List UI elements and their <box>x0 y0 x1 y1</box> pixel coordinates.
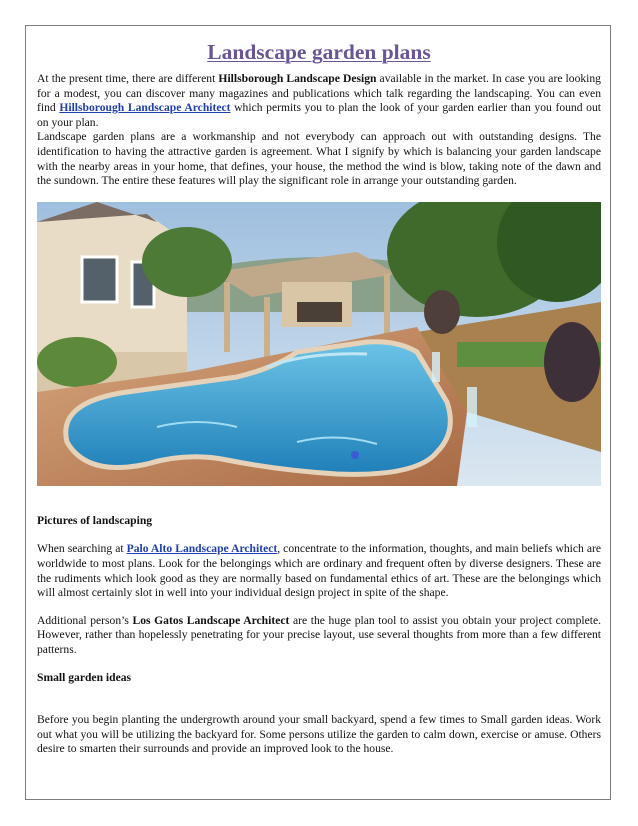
intro-paragraph: At the present time, there are different Hillsborough Landscape Design available in the market. In case you are looking for a modest, you can discover many magazines and publications which talk regarding the landscaping. You can even find Hillsborough Landscape Architect which permits you to plan the look of your garden earlier than you found out on your plan. <box>37 72 601 129</box>
link-hillsborough-architect[interactable]: Hillsborough Landscape Architect <box>59 101 231 115</box>
paragraph-los-gatos: Additional person’s Los Gatos Landscape Architect are the huge plan tool to assist you obtain your project complete. However, rather than hopelessly penetrating for your precise layout, use several thoughts from more than a few different patterns. <box>37 613 602 656</box>
paragraph-small-garden: Before you begin planting the undergrowth around your small backyard, spend a few times to Small garden ideas. Work out what you will be utilizing the backyard for. Some persons utilize the garden to calm down, exercise or amuse. Others desire to smarten their surrounds and provide an improved look to the house. <box>37 713 601 756</box>
keyword-los-gatos-architect: Los Gatos Landscape Architect <box>132 613 290 627</box>
heading-pictures-of-landscaping: Pictures of landscaping <box>37 513 153 527</box>
keyword-hillsborough-design: Hillsborough Landscape Design <box>218 72 377 85</box>
heading-small-garden-ideas: Small garden ideas <box>37 670 132 684</box>
paragraph-palo-alto: When searching at Palo Alto Landscape Architect, concentrate to the information, thoughts, and main beliefs which are worldwide to most plans. Look for the belongings which are ordinary and frequent often by diverse designers. These are the rudiments which look good as they are normally based on fundamental ethics of art. These are the belongings which will almost certainly slot in well into your individual design project in spite of the shape. <box>37 542 601 600</box>
document-content <box>37 40 601 757</box>
paragraph-garden-plans: Landscape garden plans are a workmanship and not everybody can approach out with outstanding designs. The identification to having the attractive garden is agreement. What I signify by which is balancing your garden landscape with the nearby areas in your home, that defines, your house, the method the wind is blow, taking note of the dawn and the sundown. The entire these features will play the significant role in arrange your outstanding garden. <box>37 130 601 188</box>
page-title: Landscape garden plans <box>207 40 431 64</box>
link-palo-alto-architect[interactable]: Palo Alto Landscape Architect <box>126 542 278 556</box>
pool-photo <box>37 202 601 486</box>
